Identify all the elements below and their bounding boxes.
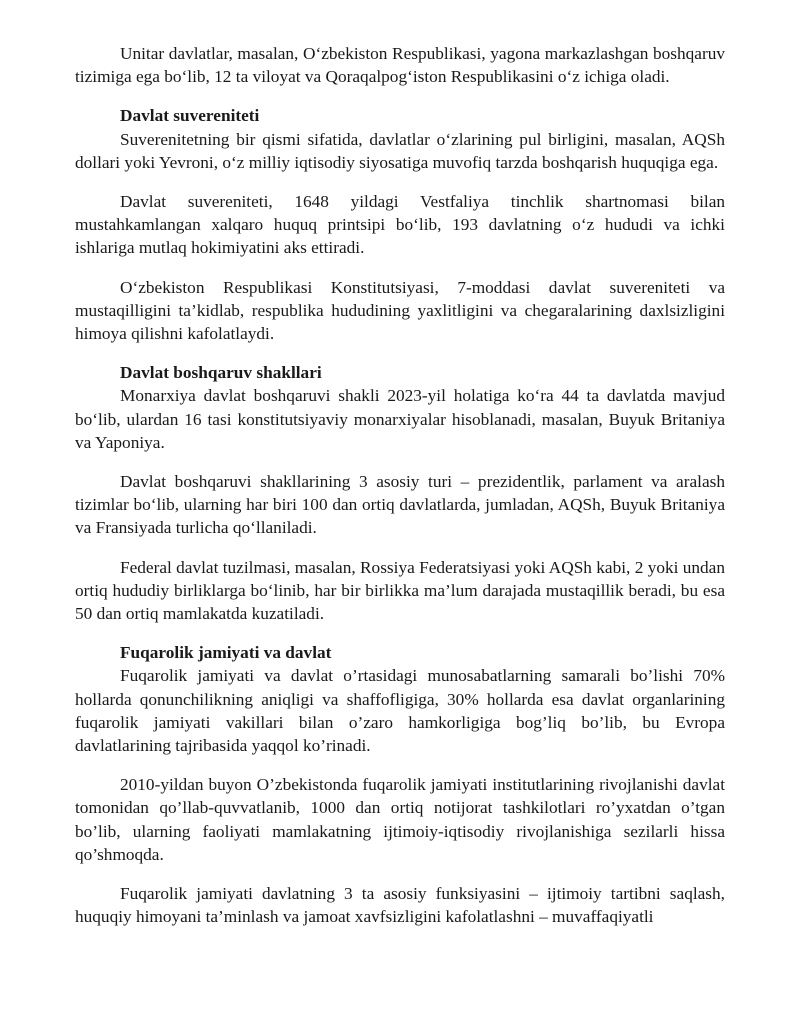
paragraph-sovereignty-currency: Suverenitetning bir qismi sifatida, davlatlar o‘zlarining pul birligini, masalan, AQSh dollari yoki Yevroni, o‘z milliy iqtisodiy siyosatiga muvofiq tarzda boshqarish huquqiga ega. bbox=[75, 129, 725, 172]
heading-civil-society: Fuqarolik jamiyati va davlat bbox=[120, 643, 332, 663]
paragraph-monarchy: Monarxiya davlat boshqaruvi shakli 2023-yil holatiga ko‘ra 44 ta davlatda mavjud bo‘lib, ulardan 16 tasi konstitutsiyaviy monarxiyalar hisoblanadi, masalan, Buyuk Britaniya va Yaponiya. bbox=[75, 386, 725, 452]
document-page bbox=[75, 42, 725, 929]
paragraph-unitary-states: Unitar davlatlar, masalan, O‘zbekiston Respublikasi, yagona markazlashgan boshqaruv tizimiga ega bo‘lib, 12 ta viloyat va Qoraqalpog‘iston Respublikasini o‘z ichiga oladi. bbox=[75, 44, 725, 87]
paragraph-civil-society-functions: Fuqarolik jamiyati davlatning 3 ta asosiy funksiyasini – ijtimoiy tartibni saqlash, huquqiy himoyani ta’minlash va jamoat xavfsizligini kafolatlashni – muvaffaqiyatli bbox=[75, 884, 725, 927]
paragraph-federal-structure: Federal davlat tuzilmasi, masalan, Rossiya Federatsiyasi yoki AQSh kabi, 2 yoki undan ortiq hududiy birliklarga bo‘linib, har bir birlikka ma’lum darajada mustaqillik beradi, bu esa 50 dan ortiq mamlakatda kuzatiladi. bbox=[75, 557, 725, 624]
paragraph-constitution-article-7: O‘zbekiston Respublikasi Konstitutsiyasi, 7-moddasi davlat suvereniteti va mustaqilligini ta’kidlab, respublika hududining yaxlitligini va chegaralarining daxlsizligini himoya qilishni kafolatlaydi. bbox=[75, 277, 725, 344]
paragraph-westphalia: Davlat suvereniteti, 1648 yildagi Vestfaliya tinchlik shartnomasi bilan mustahkamlangan xalqaro huquq printsipi bo‘lib, 193 davlatning o‘z hududi va ichki ishlariga mutlaq hokimiyatini aks ettiradi. bbox=[75, 192, 725, 258]
heading-state-sovereignty: Davlat suvereniteti bbox=[120, 106, 260, 126]
paragraph-civil-society-relations: Fuqarolik jamiyati va davlat o’rtasidagi munosabatlarning samarali bo’lishi 70% hollarda qonunchilikning aniqligi va shaffofligiga, 30% hollarda esa davlat organlarining fuqarolik jamiyati vakillari bilan o’zaro hamkorligiga bog’liq bo’lib, bu Evropa davlatlarining tajribasida yaqqol ko’rinadi. bbox=[75, 666, 725, 756]
paragraph-civil-society-uzbekistan: 2010-yildan buyon O’zbekistonda fuqarolik jamiyati institutlarining rivojlanishi davlat tomonidan qo’llab-quvvatlanib, 1000 dan ortiq notijorat tashkilotlari ro’yxatdan o’tgan bo’lib, ularning faoliyati mamlakatning ijtimoiy-iqtisodiy rivojlanishiga sezilarli hissa qo’shmoqda. bbox=[75, 775, 725, 864]
heading-forms-of-government: Davlat boshqaruv shakllari bbox=[120, 363, 322, 383]
paragraph-government-types: Davlat boshqaruvi shakllarining 3 asosiy turi – prezidentlik, parlament va aralash tizimlar bo‘lib, ularning har biri 100 dan ortiq davlatlarda, jumladan, AQSh, Buyuk Britaniya va Fransiyada turlicha qo‘llaniladi. bbox=[75, 472, 725, 538]
